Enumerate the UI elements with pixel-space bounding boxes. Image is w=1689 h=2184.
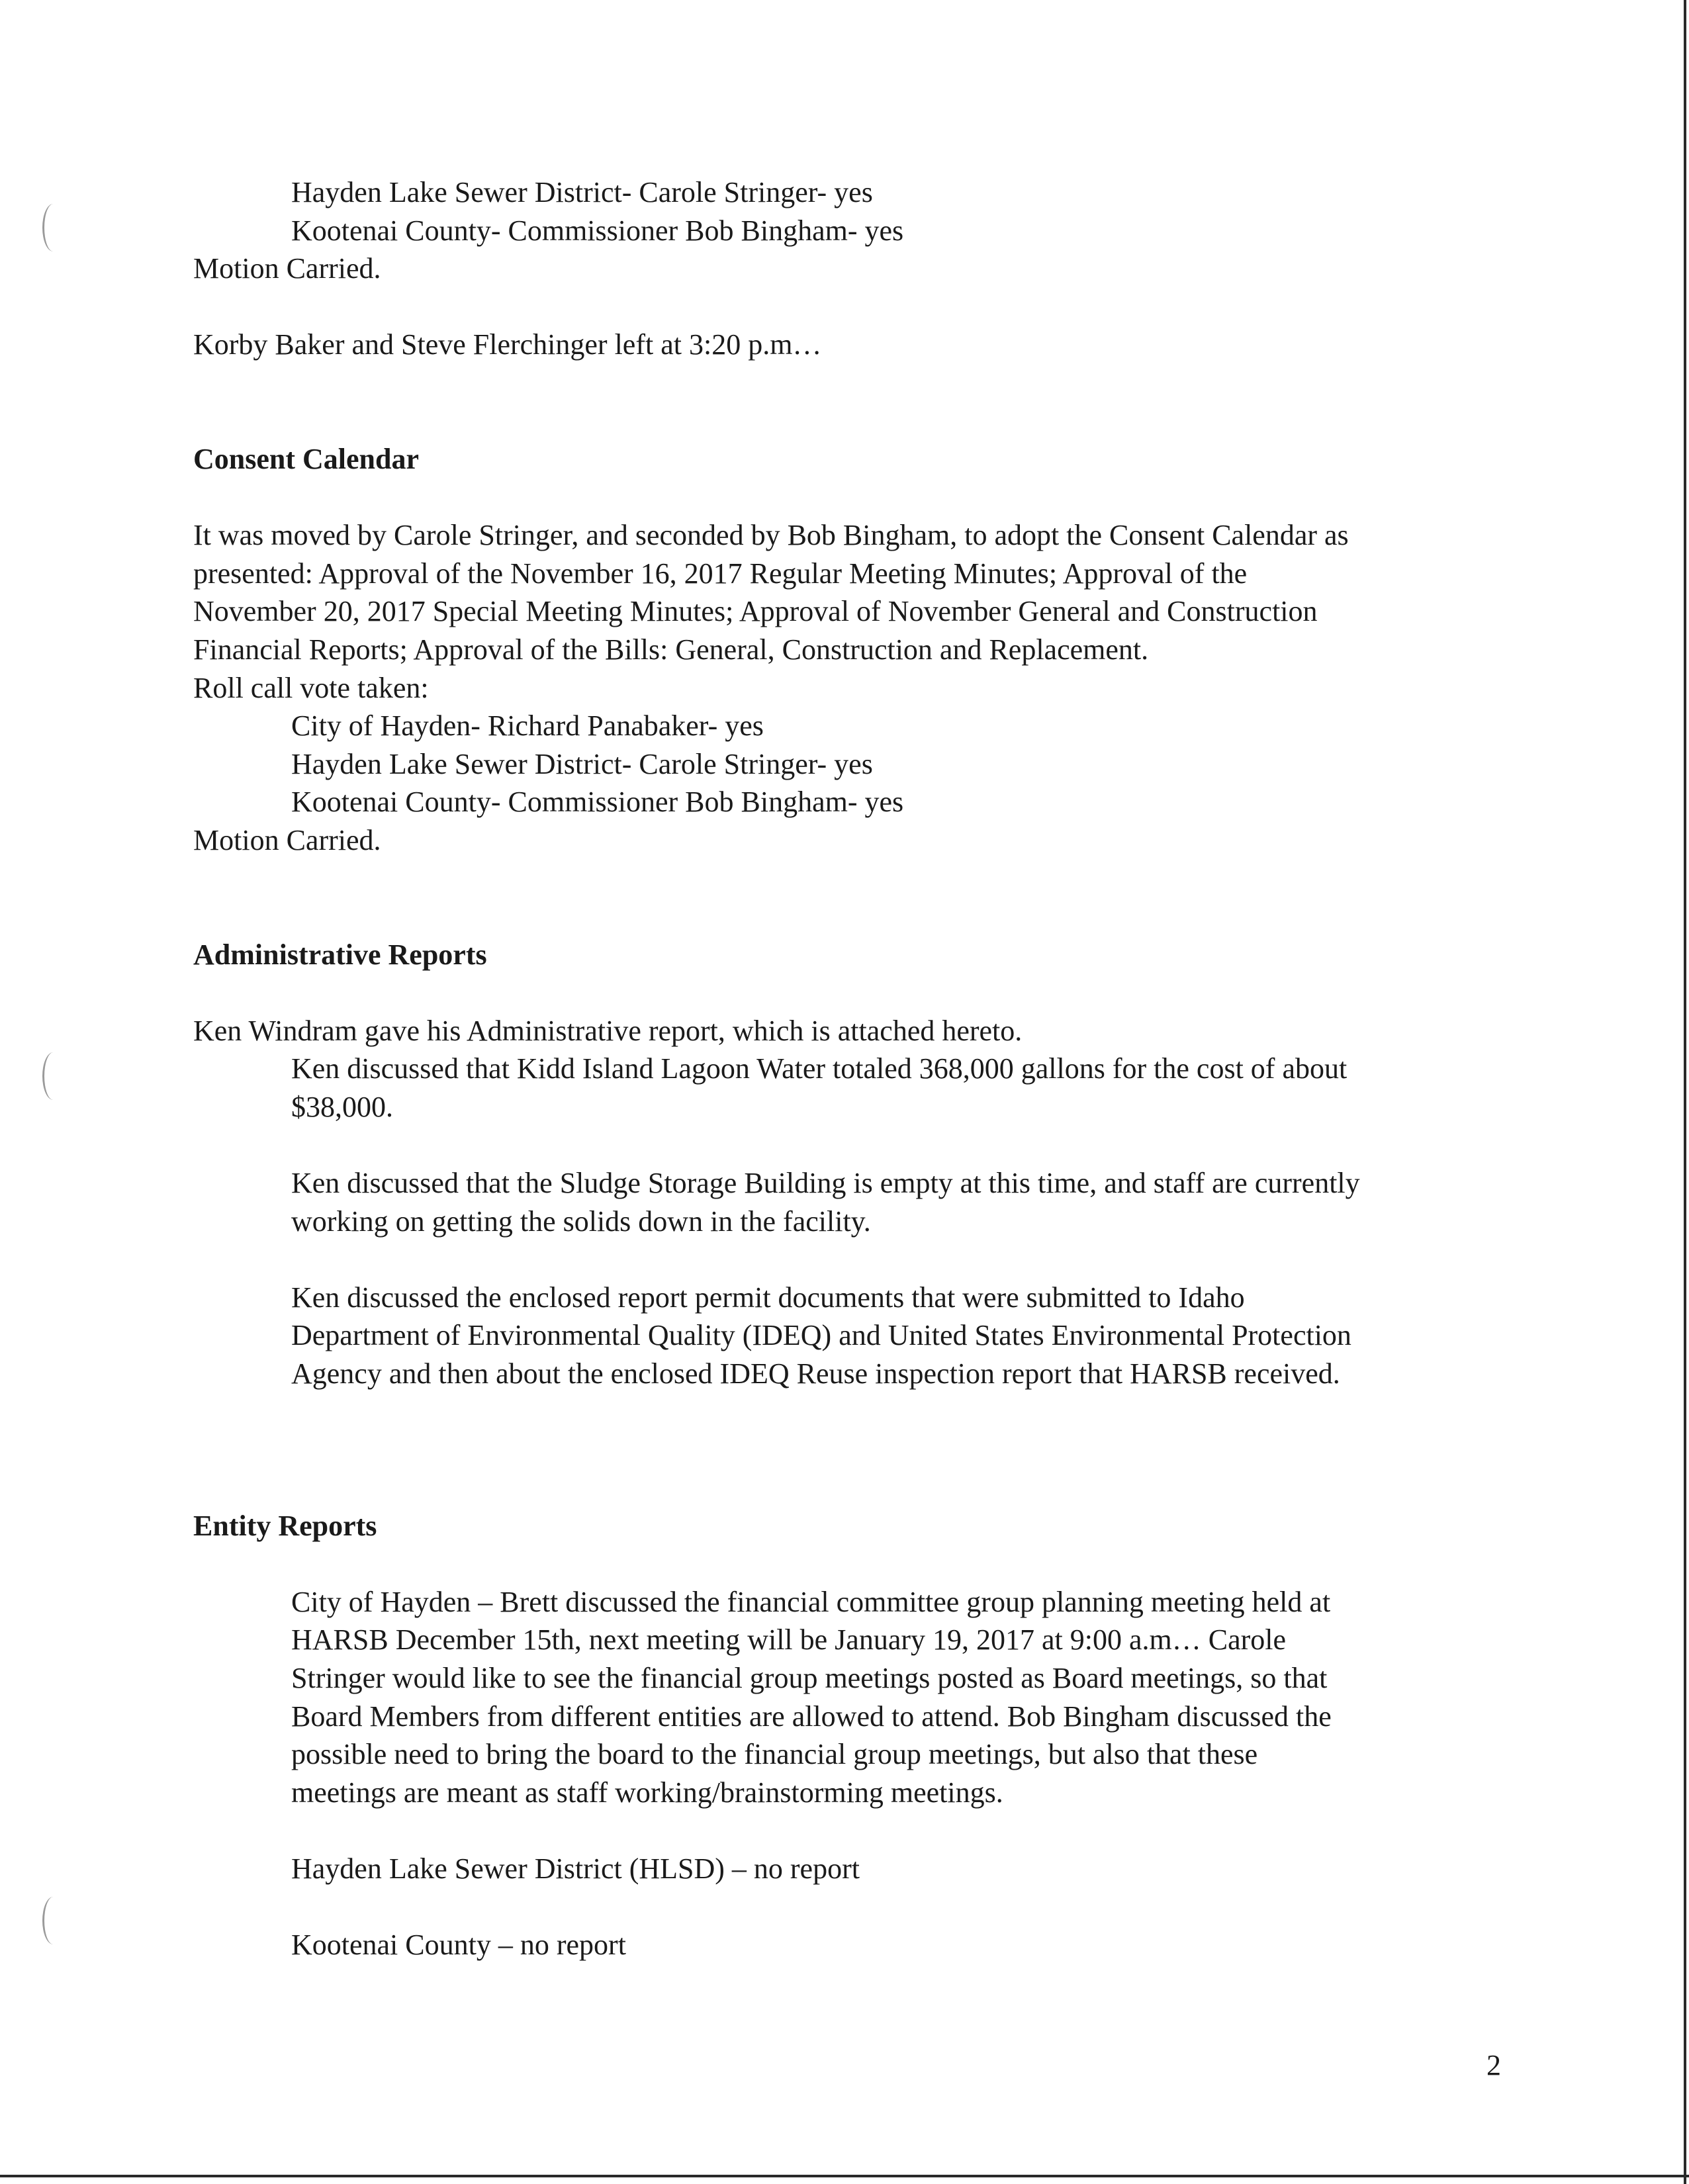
punch-hole-mark [42, 1897, 64, 1944]
admin-para-line: Agency and then about the enclosed IDEQ Reuse inspection report that HARSB received. [291, 1357, 1340, 1390]
consent-body-line: November 20, 2017 Special Meeting Minutes; Approval of November General and Construction [193, 595, 1318, 628]
consent-body-line: presented: Approval of the November 16, 2017 Regular Meeting Minutes; Approval of the [193, 557, 1248, 590]
consent-body-line: Financial Reports; Approval of the Bills: General, Construction and Replacement. [193, 633, 1149, 666]
page-number: 2 [1486, 2049, 1501, 2081]
admin-para-line: Department of Environmental Quality (IDEQ) and United States Environmental Protection [291, 1319, 1351, 1352]
motion-result: Motion Carried. [193, 252, 381, 285]
vote-line: Kootenai County- Commissioner Bob Bingham- yes [291, 786, 904, 819]
admin-intro: Ken Windram gave his Administrative report, which is attached hereto. [193, 1014, 1023, 1047]
roll-call-label: Roll call vote taken: [193, 671, 429, 704]
entity-para-line: HARSB December 15th, next meeting will be January 19, 2017 at 9:00 a.m… Carole [291, 1623, 1287, 1657]
vote-line: City of Hayden- Richard Panabaker- yes [291, 709, 764, 743]
punch-hole-mark [42, 1052, 64, 1100]
section-heading-consent-calendar: Consent Calendar [193, 442, 420, 475]
departure-note: Korby Baker and Steve Flerchinger left at 3:20 p.m… [193, 328, 822, 361]
entity-para-line: City of Hayden – Brett discussed the financial committee group planning meeting held at [291, 1585, 1331, 1618]
consent-body-line: It was moved by Carole Stringer, and seconded by Bob Bingham, to adopt the Consent Calendar as [193, 519, 1349, 552]
admin-para-line: Ken discussed the enclosed report permit documents that were submitted to Idaho [291, 1281, 1245, 1314]
admin-para-line: Ken discussed that Kidd Island Lagoon Water totaled 368,000 gallons for the cost of about [291, 1052, 1347, 1085]
admin-para-line: working on getting the solids down in the facility. [291, 1205, 871, 1238]
motion-result: Motion Carried. [193, 823, 381, 856]
entity-kootenai-report: Kootenai County – no report [291, 1929, 626, 1962]
entity-para-line: meetings are meant as staff working/brainstorming meetings. [291, 1776, 1003, 1809]
entity-para-line: Board Members from different entities are allowed to attend. Bob Bingham discussed the [291, 1700, 1332, 1733]
entity-hlsd-report: Hayden Lake Sewer District (HLSD) – no report [291, 1852, 860, 1885]
vote-line: Hayden Lake Sewer District- Carole Stringer- yes [291, 747, 873, 780]
vote-line: Kootenai County- Commissioner Bob Bingham- yes [291, 214, 904, 247]
section-heading-entity-reports: Entity Reports [193, 1509, 377, 1542]
page-border-right [1684, 0, 1686, 2184]
section-heading-administrative-reports: Administrative Reports [193, 938, 487, 971]
page-border-bottom [0, 2175, 1689, 2177]
document-body [193, 173, 1517, 1964]
entity-para-line: Stringer would like to see the financial group meetings posted as Board meetings, so that [291, 1662, 1328, 1694]
entity-para-line: possible need to bring the board to the financial group meetings, but also that these [291, 1738, 1258, 1771]
punch-hole-mark [42, 204, 64, 251]
admin-para-line: $38,000. [291, 1090, 393, 1123]
admin-para-line: Ken discussed that the Sludge Storage Building is empty at this time, and staff are currently [291, 1167, 1360, 1200]
vote-line: Hayden Lake Sewer District- Carole Stringer- yes [291, 176, 873, 208]
